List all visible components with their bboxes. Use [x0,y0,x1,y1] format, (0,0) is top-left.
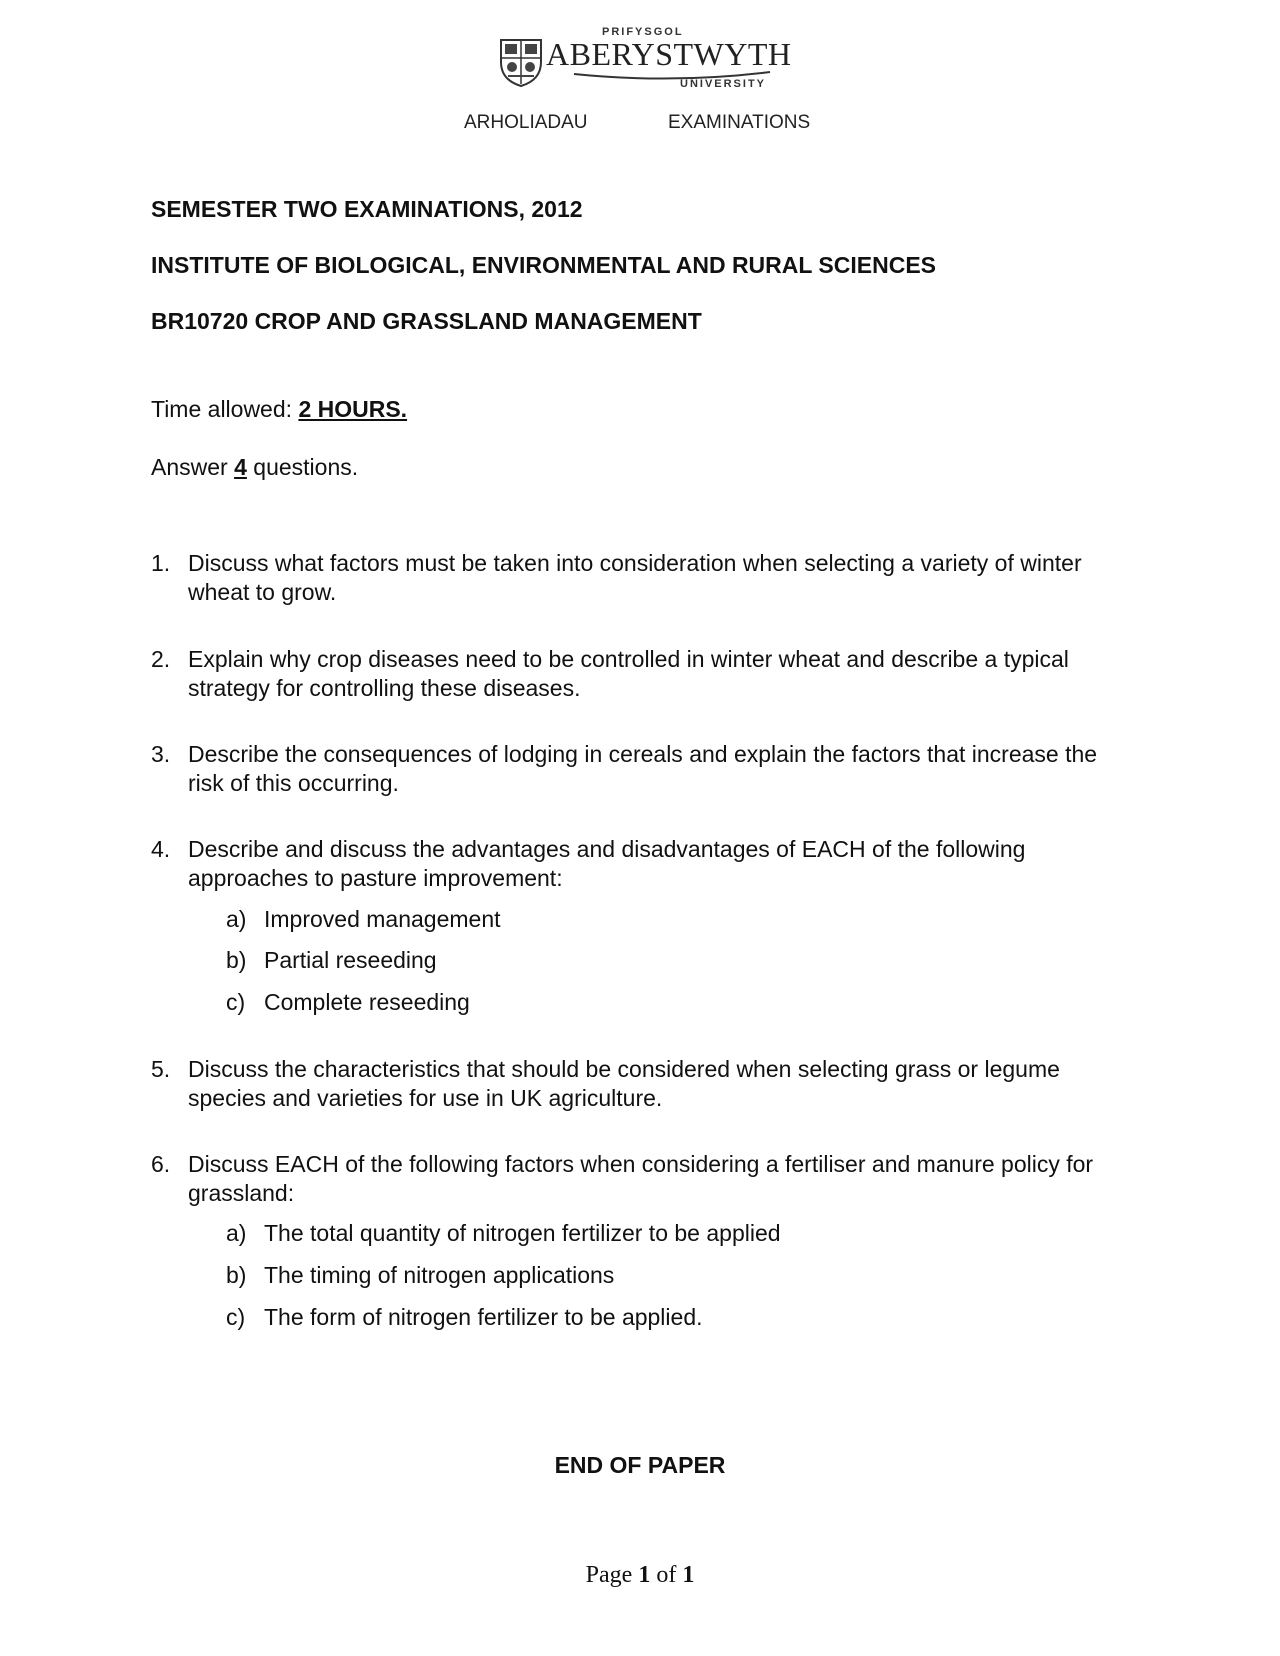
question-text: Discuss the characteristics that should be considered when selecting grass or legume species and varieties for use in UK agriculture. [188,1056,1060,1111]
university-logo [498,26,792,92]
question-4 [151,835,1111,893]
question-6-part-b [226,1262,614,1289]
exam-session-title: SEMESTER TWO EXAMINATIONS, 2012 [151,196,583,222]
time-allowed-label: Time allowed: [151,396,299,422]
question-text: Explain why crop diseases need to be controlled in winter wheat and describe a typical strategy for controlling these diseases. [188,646,1069,701]
part-letter: a) [226,906,247,932]
question-6-part-c [226,1304,703,1331]
time-allowed [151,396,407,423]
answer-prefix: Answer [151,454,235,480]
part-letter: c) [226,1304,246,1330]
question-text: Discuss what factors must be taken into consideration when selecting a variety of winter wheat to grow. [188,550,1082,605]
part-letter: b) [226,1262,247,1288]
question-6 [151,1150,1111,1208]
answer-instruction [151,454,358,481]
module-title: BR10720 CROP AND GRASSLAND MANAGEMENT [151,308,702,334]
question-1 [151,549,1111,607]
question-2 [151,645,1111,703]
page-current: 1 [638,1562,651,1588]
subheader-welsh: ARHOLIADAU [464,112,588,133]
question-6-part-a [226,1220,781,1247]
question-number: 5. [151,1056,171,1082]
subheader-english: EXAMINATIONS [668,112,811,133]
logo-bottom-text: UNIVERSITY [680,78,767,90]
part-text: The total quantity of nitrogen fertilizer to be applied [264,1220,781,1246]
question-number: 6. [151,1151,171,1177]
part-letter: c) [226,989,246,1015]
question-number: 4. [151,836,171,862]
page-of-label: of [650,1562,683,1588]
question-text: Discuss EACH of the following factors when considering a fertiliser and manure policy for grassland: [188,1151,1094,1206]
part-text: The form of nitrogen fertilizer to be applied. [264,1304,703,1330]
page-label: Page [585,1562,639,1588]
question-number: 2. [151,646,171,672]
question-4-part-c [226,989,470,1016]
part-text: Partial reseeding [264,947,437,973]
answer-count: 4 [234,454,247,480]
question-number: 3. [151,741,171,767]
question-3 [151,740,1111,798]
question-text: Describe and discuss the advantages and disadvantages of EACH of the following approaches to pasture improvement: [188,836,1026,891]
crest-icon [498,36,544,88]
part-letter: b) [226,947,247,973]
part-text: Improved management [264,906,501,932]
page-footer [0,1562,1280,1589]
question-5 [151,1055,1111,1113]
part-text: Complete reseeding [264,989,470,1015]
part-text: The timing of nitrogen applications [264,1262,615,1288]
question-4-part-b [226,947,437,974]
end-of-paper: END OF PAPER [554,1452,726,1478]
institute-title: INSTITUTE OF BIOLOGICAL, ENVIRONMENTAL AND RURAL SCIENCES [151,252,936,278]
part-letter: a) [226,1220,247,1246]
logo-main-text: ABERYSTWYTH [546,36,792,72]
logo-top-text: PRIFYSGOL [602,26,684,38]
question-text: Describe the consequences of lodging in cereals and explain the factors that increase the risk of this occurring. [188,741,1098,796]
time-allowed-value: 2 HOURS. [298,396,408,422]
question-4-part-a [226,906,501,933]
answer-suffix: questions. [246,454,359,480]
question-number: 1. [151,550,171,576]
page-total: 1 [682,1562,695,1588]
